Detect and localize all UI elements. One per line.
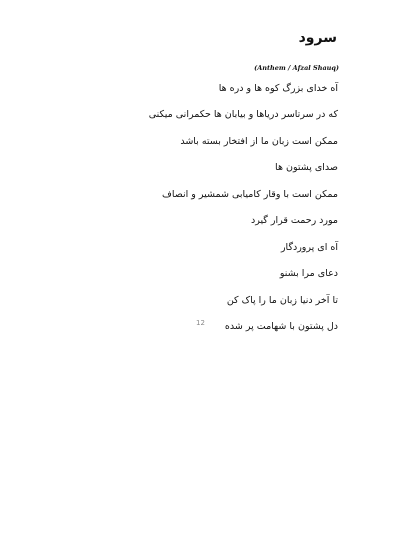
verse-line: دعای مرا بشنو [279, 268, 338, 279]
verse-line: صدای پشتون ها [275, 162, 338, 173]
verse-line: ممکن است با وقار کامیابی شمشیر و انصاف [162, 188, 338, 200]
verse-line: که در سرتاسر دریاها و بیابان ها حکمرانی میکنی [148, 109, 338, 120]
verse-line: تا آخر دنیا زبان ما را پاک کن [226, 294, 338, 306]
poem-title: سرود [298, 30, 337, 46]
page-number: 12 [196, 319, 205, 327]
verse-line: آه ای پروردگار [280, 241, 338, 253]
verse-line: ممکن است زبان ما از افتخار بسته باشد [180, 135, 338, 147]
poem-subtitle: (Anthem / Afzal Shauq) [254, 64, 339, 72]
poem-verses [38, 69, 338, 334]
verse-line: دل پشتون با شهامت پر شده [224, 321, 338, 332]
verse-line: مورد رحمت قرار گیرد [250, 215, 338, 226]
verse-line: آه خدای بزرگ کوه ها و دره ها [218, 82, 338, 94]
